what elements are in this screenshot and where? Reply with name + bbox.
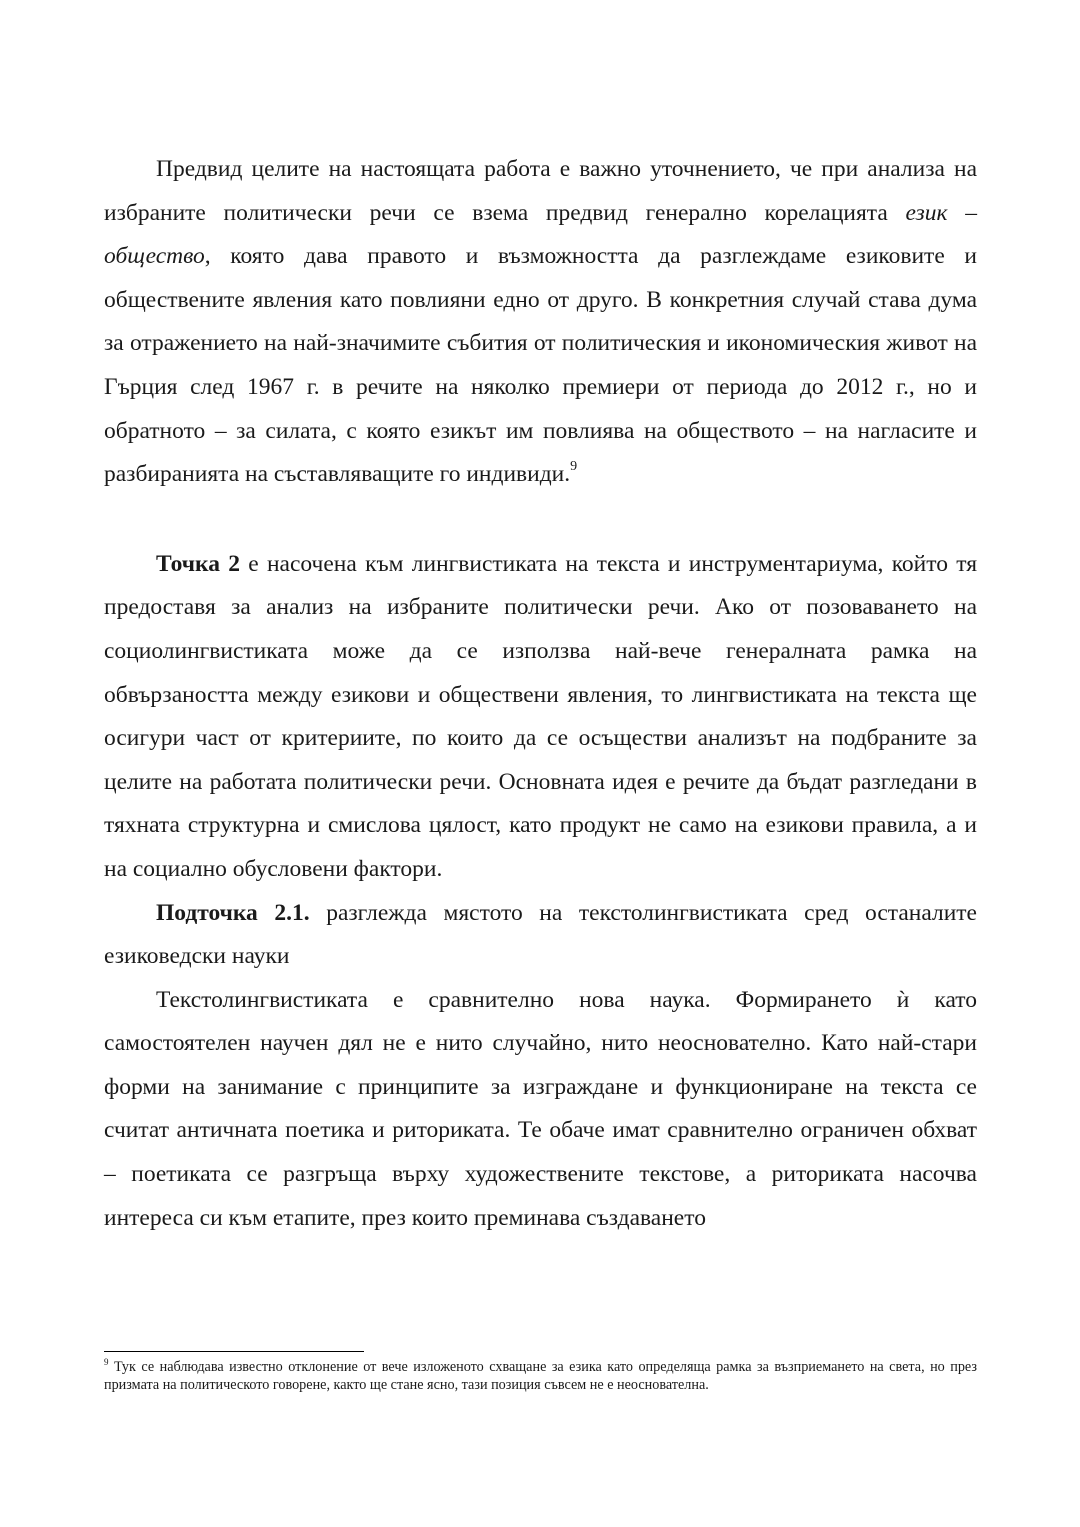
paragraph-1-text-a: Предвид целите на настоящата работа е важно уточнението, че при анализа на избраните политически речи се взема предвид генерално корелацията <box>104 156 977 226</box>
paragraph-2 <box>104 543 977 892</box>
paragraph-1-italic-term: език – общество <box>104 199 977 270</box>
paragraph-1 <box>104 148 977 500</box>
paragraph-3-heading: Подточка 2.1. <box>156 899 310 926</box>
footnote-separator <box>104 1351 364 1352</box>
paragraph-4-text: Текстолингвистиката е сравнително нова наука. Формирането ѝ като самостоятелен научен дял не е нито случайно, нито неоснователно. Като най-стари форми на занимание с принципите за изграждане и функциониране на текста се считат античната поетика и риториката. Те обаче имат сравнително ограничен обхват – поетиката се разгръща върху художествените текстове, а риториката насочва интереса си към етапите, през които преминава създаването <box>104 986 977 1231</box>
footnote-number: 9 <box>104 1357 109 1367</box>
paragraph-2-heading: Точка 2 <box>156 550 240 577</box>
paragraph-3-text: разглежда мястото на текстолингвистиката сред останалите езиковедски науки <box>104 899 977 970</box>
paragraph-spacer <box>104 500 977 543</box>
footnote-9 <box>104 1359 977 1394</box>
page-body <box>104 148 977 1240</box>
footnote-ref-9[interactable]: 9 <box>570 459 578 475</box>
footnote-text: Тук се наблюдава известно отклонение от вече изложеното схващане за езика като определяща рамка за възприемането на света, но през призмата на политическото говорене, както ще стане ясно, тази позиция съвсем не е неоснователна. <box>104 1359 977 1393</box>
paragraph-4 <box>104 979 977 1241</box>
paragraph-1-text-b: , която дава правото и възможността да разглеждаме езиковите и обществените явления като повлияни едно от друго. В конкретния случай става дума за отражението на най-значимите събития от политическия и икономическия живот на Гърция след 1967 г. в речите на няколко премиери от периода до 2012 г., но и обратното – за силата, с която езикът им повлиява на обществото – на нагласите и разбиранията на съставляващите го индивиди. <box>104 243 977 488</box>
paragraph-2-text: е насочена към лингвистиката на текста и инструментариума, който тя предоставя за анализ на избраните политически речи. Ако от позоваването на социолингвистиката може да се използва най-вече генералната рамка на обвързаността между езикови и обществени явления, то лингвистиката на текста ще осигури част от критериите, по които да се осъществи анализът на подбраните за целите на работата политически речи. Основната идея е речите да бъдат разгледани в тяхната структурна и смислова цялост, като продукт не само на езикови правила, а и на социално обусловени фактори. <box>104 550 977 882</box>
paragraph-3 <box>104 892 977 979</box>
